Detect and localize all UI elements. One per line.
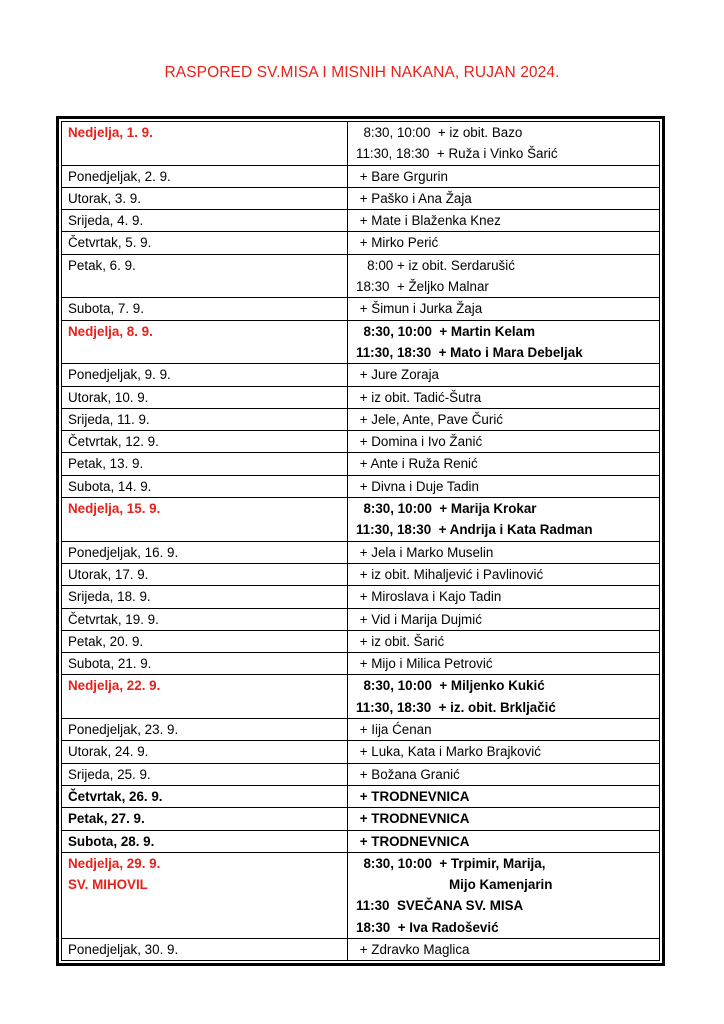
day-label: Subota, 7. 9. bbox=[68, 301, 144, 317]
day-cell bbox=[62, 675, 348, 719]
day-label: Ponedjeljak, 16. 9. bbox=[68, 544, 179, 560]
mass-intention-line: + Jele, Ante, Pave Čurić bbox=[356, 411, 504, 427]
mass-intention-line: 8:30, 10:00 + Martin Kelam bbox=[356, 323, 535, 339]
day-label: Nedjelja, 22. 9. bbox=[68, 678, 161, 694]
mass-intention-line: + TRODNEVNICA bbox=[356, 811, 470, 827]
table-row bbox=[62, 475, 660, 497]
day-label: Ponedjeljak, 23. 9. bbox=[68, 722, 179, 738]
mass-intention-line: 8:30, 10:00 + Miljenko Kukić bbox=[356, 678, 545, 694]
day-label: Četvrtak, 12. 9. bbox=[68, 434, 159, 450]
mass-intention-line: + iz obit. Šarić bbox=[356, 633, 445, 649]
mass-intention-line: + Ante i Ruža Renić bbox=[356, 456, 478, 472]
mass-intention-line: 8:30, 10:00 + Marija Krokar bbox=[356, 501, 537, 517]
mass-intention-cell bbox=[348, 187, 660, 209]
mass-intention-line: 18:30 + Željko Malnar bbox=[356, 279, 489, 295]
day-cell bbox=[62, 165, 348, 187]
table-row bbox=[62, 254, 660, 298]
mass-intention-cell bbox=[348, 122, 660, 166]
day-label: Subota, 28. 9. bbox=[68, 833, 155, 849]
table-row bbox=[62, 719, 660, 741]
day-cell bbox=[62, 453, 348, 475]
mass-intention-cell bbox=[348, 830, 660, 852]
mass-intention-line: + Mirko Perić bbox=[356, 235, 439, 251]
table-row bbox=[62, 187, 660, 209]
day-cell bbox=[62, 408, 348, 430]
table-row bbox=[62, 852, 660, 938]
page-title: RASPORED SV.MISA I MISNIH NAKANA, RUJAN 2024. bbox=[164, 64, 560, 81]
mass-intention-line: + Bare Grgurin bbox=[356, 168, 448, 184]
mass-intention-cell bbox=[348, 719, 660, 741]
day-label: Subota, 14. 9. bbox=[68, 478, 152, 494]
day-label: Četvrtak, 19. 9. bbox=[68, 611, 159, 627]
mass-intention-line: Mijo Kamenjarin bbox=[356, 877, 553, 893]
mass-intention-cell bbox=[348, 541, 660, 563]
schedule-frame bbox=[56, 116, 665, 966]
mass-intention-line: + iz obit. Mihaljević i Pavlinović bbox=[356, 566, 544, 582]
day-cell bbox=[62, 608, 348, 630]
mass-intention-line: + TRODNEVNICA bbox=[356, 788, 470, 804]
mass-intention-line: + Božana Granić bbox=[356, 766, 460, 782]
mass-intention-cell bbox=[348, 431, 660, 453]
table-row bbox=[62, 541, 660, 563]
mass-intention-line: + TRODNEVNICA bbox=[356, 833, 470, 849]
mass-intention-cell bbox=[348, 741, 660, 763]
mass-intention-line: + Paško i Ana Žaja bbox=[356, 190, 472, 206]
table-row bbox=[62, 453, 660, 475]
day-cell bbox=[62, 938, 348, 960]
mass-intention-line: + iz obit. Tadić-Šutra bbox=[356, 389, 482, 405]
mass-intention-line: 11:30, 18:30 + Ruža i Vinko Šarić bbox=[356, 146, 558, 162]
table-row bbox=[62, 830, 660, 852]
mass-intention-line: 18:30 + Iva Radošević bbox=[356, 919, 499, 935]
schedule-body bbox=[62, 122, 660, 961]
table-row bbox=[62, 563, 660, 585]
day-cell bbox=[62, 763, 348, 785]
mass-intention-line: + Šimun i Jurka Žaja bbox=[356, 301, 483, 317]
day-cell bbox=[62, 719, 348, 741]
day-label: Utorak, 17. 9. bbox=[68, 566, 149, 582]
mass-intention-line: 8:30, 10:00 + Trpimir, Marija, bbox=[356, 855, 546, 871]
table-row bbox=[62, 364, 660, 386]
mass-intention-cell bbox=[348, 210, 660, 232]
mass-intention-cell bbox=[348, 563, 660, 585]
mass-intention-cell bbox=[348, 938, 660, 960]
table-row bbox=[62, 675, 660, 719]
mass-intention-line: + Mijo i Milica Petrović bbox=[356, 656, 493, 672]
day-label: Ponedjeljak, 9. 9. bbox=[68, 367, 171, 383]
mass-intention-cell bbox=[348, 320, 660, 364]
mass-intention-line: + Vid i Marija Dujmić bbox=[356, 611, 482, 627]
table-row bbox=[62, 498, 660, 542]
day-cell bbox=[62, 431, 348, 453]
day-cell bbox=[62, 298, 348, 320]
table-row bbox=[62, 232, 660, 254]
mass-intention-cell bbox=[348, 408, 660, 430]
table-row bbox=[62, 785, 660, 807]
table-row bbox=[62, 386, 660, 408]
day-label: SV. MIHOVIL bbox=[68, 877, 148, 893]
day-cell bbox=[62, 541, 348, 563]
day-label: Petak, 6. 9. bbox=[68, 257, 136, 273]
mass-intention-cell bbox=[348, 498, 660, 542]
day-cell bbox=[62, 320, 348, 364]
mass-intention-cell bbox=[348, 165, 660, 187]
day-cell bbox=[62, 386, 348, 408]
table-row bbox=[62, 938, 660, 960]
day-cell bbox=[62, 254, 348, 298]
table-row bbox=[62, 210, 660, 232]
day-label: Petak, 27. 9. bbox=[68, 811, 145, 827]
day-label: Srijeda, 11. 9. bbox=[68, 411, 150, 427]
mass-intention-line: + Luka, Kata i Marko Brajković bbox=[356, 744, 541, 760]
mass-intention-line: 11:30, 18:30 + iz. obit. Brkljačić bbox=[356, 699, 556, 715]
mass-intention-cell bbox=[348, 808, 660, 830]
day-label: Nedjelja, 1. 9. bbox=[68, 125, 153, 140]
mass-intention-cell bbox=[348, 475, 660, 497]
mass-intention-cell bbox=[348, 298, 660, 320]
mass-intention-line: + Mate i Blaženka Knez bbox=[356, 213, 501, 229]
mass-intention-line: 11:30 SVEČANA SV. MISA bbox=[356, 898, 524, 914]
day-label: Četvrtak, 5. 9. bbox=[68, 235, 152, 251]
table-row bbox=[62, 653, 660, 675]
mass-schedule-table bbox=[61, 121, 660, 961]
table-row bbox=[62, 165, 660, 187]
day-cell bbox=[62, 741, 348, 763]
day-cell bbox=[62, 653, 348, 675]
table-row bbox=[62, 808, 660, 830]
day-label: Utorak, 24. 9. bbox=[68, 744, 149, 760]
mass-intention-cell bbox=[348, 630, 660, 652]
mass-intention-line: 8:30, 10:00 + iz obit. Bazo bbox=[356, 125, 523, 140]
day-cell bbox=[62, 830, 348, 852]
day-cell bbox=[62, 785, 348, 807]
day-label: Subota, 21. 9. bbox=[68, 656, 152, 672]
mass-intention-line: + Divna i Duje Tadin bbox=[356, 478, 479, 494]
table-row bbox=[62, 608, 660, 630]
table-row bbox=[62, 741, 660, 763]
table-row bbox=[62, 122, 660, 166]
day-cell bbox=[62, 630, 348, 652]
day-cell bbox=[62, 808, 348, 830]
day-cell bbox=[62, 187, 348, 209]
day-cell bbox=[62, 563, 348, 585]
day-label: Petak, 20. 9. bbox=[68, 633, 144, 649]
mass-intention-line: + Zdravko Maglica bbox=[356, 941, 470, 957]
mass-intention-cell bbox=[348, 653, 660, 675]
table-row bbox=[62, 408, 660, 430]
mass-intention-cell bbox=[348, 453, 660, 475]
mass-intention-cell bbox=[348, 608, 660, 630]
mass-intention-cell bbox=[348, 254, 660, 298]
mass-intention-cell bbox=[348, 386, 660, 408]
mass-intention-cell bbox=[348, 232, 660, 254]
mass-intention-line: 8:00 + iz obit. Serdarušić bbox=[356, 257, 515, 273]
day-cell bbox=[62, 586, 348, 608]
mass-intention-cell bbox=[348, 364, 660, 386]
day-label: Srijeda, 18. 9. bbox=[68, 589, 151, 605]
mass-intention-line: + Domina i Ivo Žanić bbox=[356, 434, 483, 450]
mass-intention-cell bbox=[348, 763, 660, 785]
day-label: Utorak, 10. 9. bbox=[68, 389, 149, 405]
table-row bbox=[62, 431, 660, 453]
day-cell bbox=[62, 852, 348, 938]
day-cell bbox=[62, 232, 348, 254]
day-cell bbox=[62, 210, 348, 232]
mass-intention-line: + Miroslava i Kajo Tadin bbox=[356, 589, 502, 605]
day-label: Utorak, 3. 9. bbox=[68, 190, 141, 206]
mass-intention-cell bbox=[348, 785, 660, 807]
day-cell bbox=[62, 498, 348, 542]
mass-intention-line: + Jure Zoraja bbox=[356, 367, 439, 383]
day-label: Srijeda, 25. 9. bbox=[68, 766, 151, 782]
table-row bbox=[62, 763, 660, 785]
day-label: Srijeda, 4. 9. bbox=[68, 213, 144, 229]
mass-intention-line: 11:30, 18:30 + Mato i Mara Debeljak bbox=[356, 344, 583, 360]
table-row bbox=[62, 298, 660, 320]
day-cell bbox=[62, 475, 348, 497]
table-row bbox=[62, 586, 660, 608]
day-label: Četvrtak, 26. 9. bbox=[68, 788, 163, 804]
mass-intention-cell bbox=[348, 586, 660, 608]
table-row bbox=[62, 630, 660, 652]
day-label: Nedjelja, 15. 9. bbox=[68, 501, 161, 517]
day-cell bbox=[62, 122, 348, 166]
day-label: Ponedjeljak, 2. 9. bbox=[68, 168, 171, 184]
mass-intention-line: + Jela i Marko Muselin bbox=[356, 544, 494, 560]
mass-intention-cell bbox=[348, 675, 660, 719]
day-label: Petak, 13. 9. bbox=[68, 456, 144, 472]
day-cell bbox=[62, 364, 348, 386]
mass-intention-line: 11:30, 18:30 + Andrija i Kata Radman bbox=[356, 522, 593, 538]
table-row bbox=[62, 320, 660, 364]
day-label: Ponedjeljak, 30. 9. bbox=[68, 941, 179, 957]
day-label: Nedjelja, 29. 9. bbox=[68, 855, 161, 871]
mass-intention-cell bbox=[348, 852, 660, 938]
mass-intention-line: + Iija Ćenan bbox=[356, 722, 432, 738]
day-label: Nedjelja, 8. 9. bbox=[68, 323, 153, 339]
